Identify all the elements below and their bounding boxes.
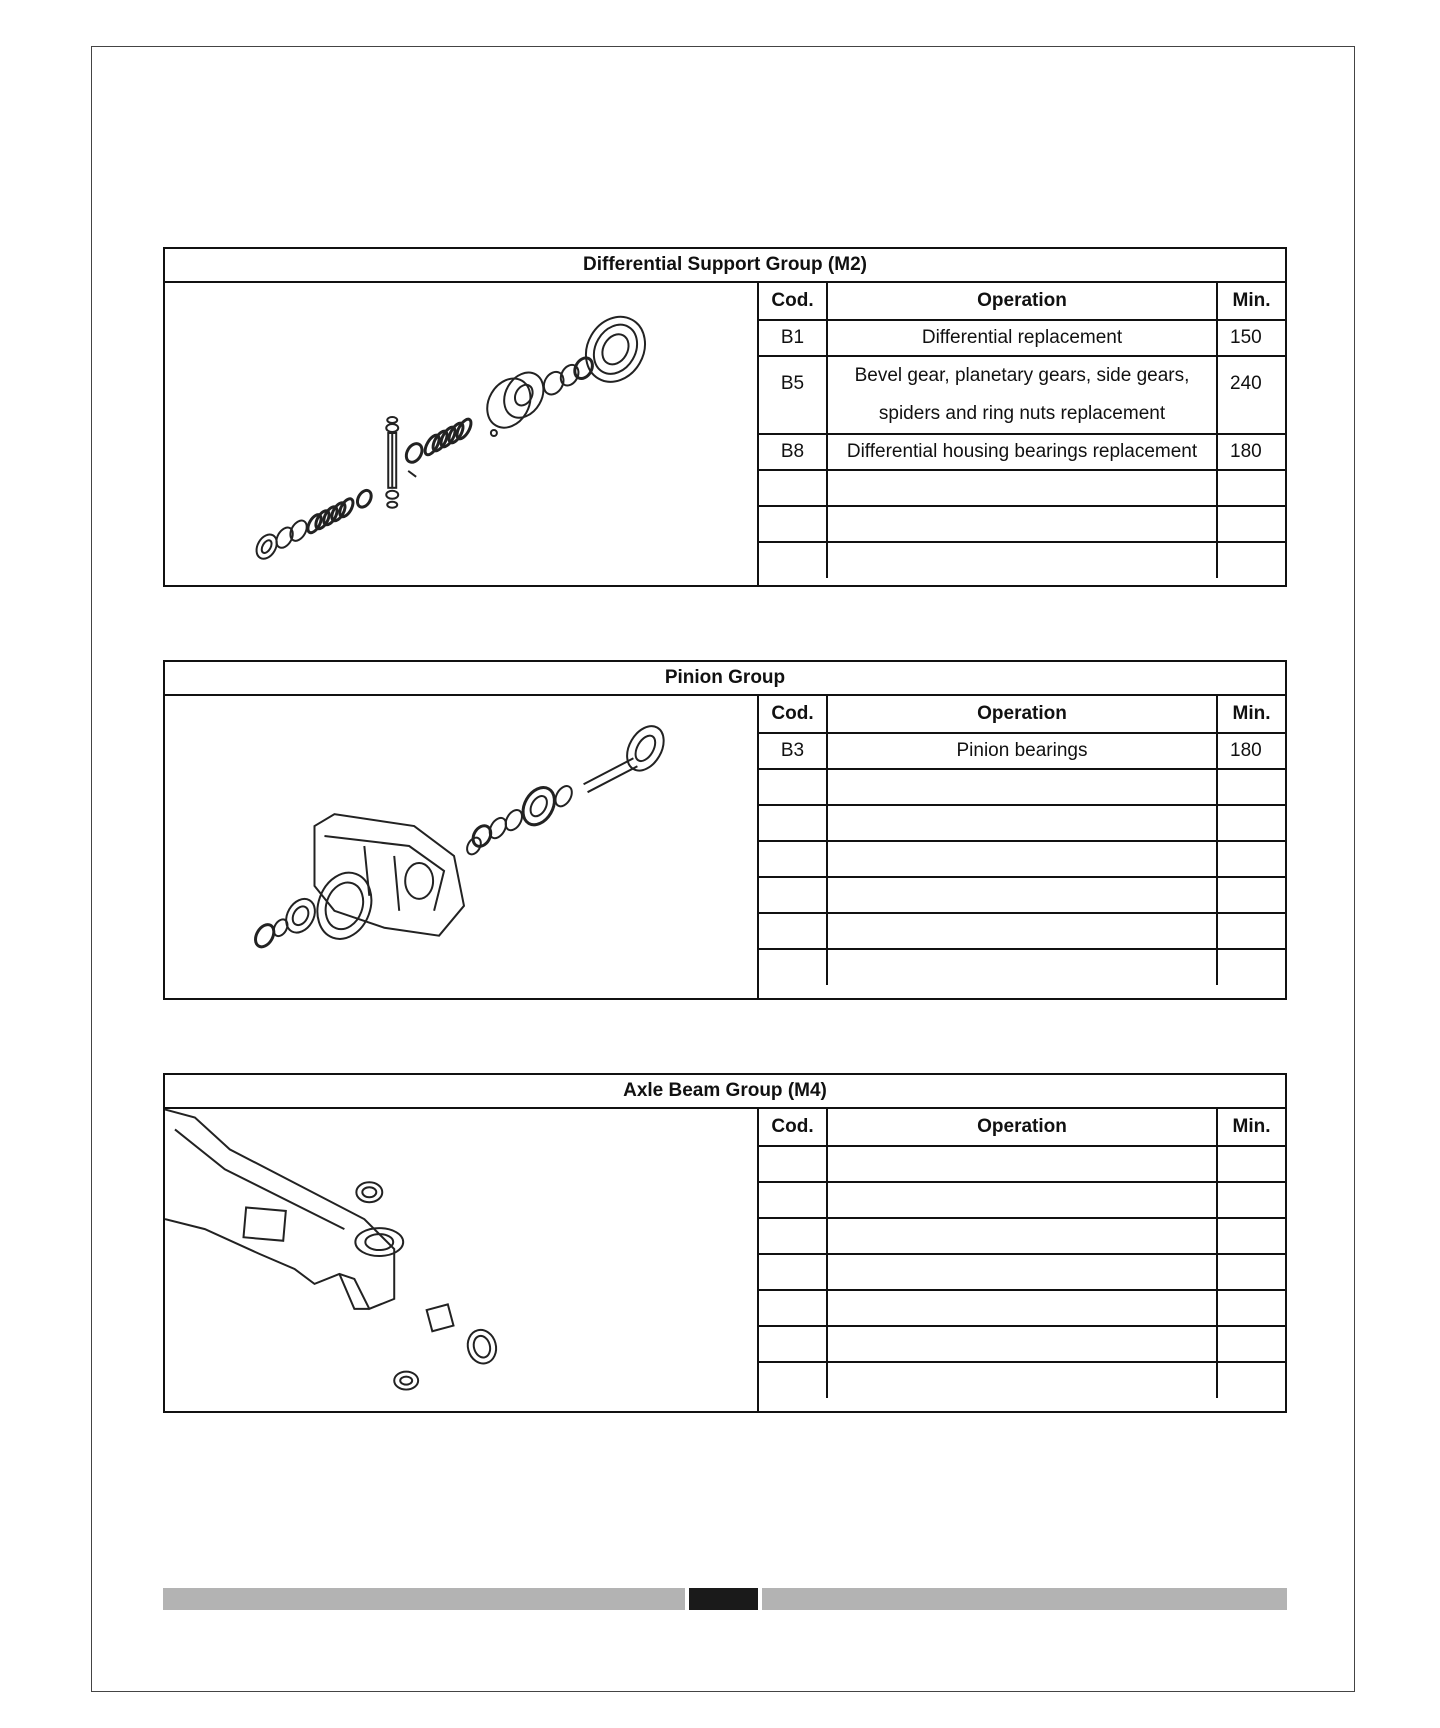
table-row (759, 1290, 1285, 1326)
table-row (759, 805, 1285, 841)
cell-cod (759, 913, 827, 949)
table-row (759, 506, 1285, 542)
cell-operation (827, 1146, 1217, 1182)
cell-cod: B3 (759, 733, 827, 769)
operations-table (759, 696, 1285, 985)
table-row (759, 320, 1285, 356)
column-header-min: Min. (1217, 283, 1285, 320)
axle-beam-group (163, 1073, 1287, 1413)
table-row (759, 1218, 1285, 1254)
cell-cod (759, 1362, 827, 1398)
cell-min (1217, 769, 1285, 805)
table-row (759, 733, 1285, 769)
cell-cod (759, 1218, 827, 1254)
table-row (759, 1326, 1285, 1362)
cell-min (1217, 841, 1285, 877)
operations-table (759, 283, 1285, 578)
axle-beam-illustration (165, 1109, 759, 1411)
cell-min (1217, 506, 1285, 542)
cell-operation (827, 805, 1217, 841)
cell-operation (827, 1362, 1217, 1398)
cell-operation (827, 1326, 1217, 1362)
cell-cod (759, 1326, 827, 1362)
cell-operation: Pinion bearings (827, 733, 1217, 769)
cell-cod (759, 506, 827, 542)
cell-cod (759, 1182, 827, 1218)
table-row (759, 1182, 1285, 1218)
cell-min (1217, 949, 1285, 985)
cell-min (1217, 1218, 1285, 1254)
cell-cod (759, 949, 827, 985)
axle-beam-parts-drawing (165, 1110, 500, 1390)
cell-operation (827, 506, 1217, 542)
column-header-cod: Cod. (759, 1109, 827, 1146)
group-title: Axle Beam Group (M4) (165, 1075, 1285, 1109)
table-row (759, 877, 1285, 913)
cell-cod (759, 1254, 827, 1290)
differential-parts-drawing (252, 306, 656, 562)
column-header-cod: Cod. (759, 283, 827, 320)
cell-operation (827, 1182, 1217, 1218)
cell-min (1217, 1362, 1285, 1398)
footer-bar-left (163, 1588, 685, 1610)
cell-min (1217, 542, 1285, 578)
column-header-min: Min. (1217, 1109, 1285, 1146)
cell-min (1217, 1290, 1285, 1326)
cell-cod: B5 (759, 356, 827, 434)
cell-operation: Differential housing bearings replacement (827, 434, 1217, 470)
cell-cod: B1 (759, 320, 827, 356)
cell-operation (827, 542, 1217, 578)
cell-operation (827, 949, 1217, 985)
cell-cod (759, 841, 827, 877)
table-row (759, 841, 1285, 877)
cell-operation (827, 841, 1217, 877)
table-row (759, 1362, 1285, 1398)
pinion-group (163, 660, 1287, 1000)
cell-cod (759, 877, 827, 913)
cell-cod (759, 1290, 827, 1326)
cell-operation (827, 1290, 1217, 1326)
table-row (759, 356, 1285, 434)
operations-table (759, 1109, 1285, 1398)
cell-cod (759, 542, 827, 578)
pinion-exploded-illustration (165, 696, 759, 998)
cell-cod (759, 769, 827, 805)
cell-min: 180 (1217, 434, 1285, 470)
cell-operation (827, 1218, 1217, 1254)
cell-operation: Differential replacement (827, 320, 1217, 356)
cell-operation (827, 1254, 1217, 1290)
table-row (759, 769, 1285, 805)
cell-operation (827, 769, 1217, 805)
cell-operation (827, 913, 1217, 949)
column-header-cod: Cod. (759, 696, 827, 733)
cell-min: 150 (1217, 320, 1285, 356)
cell-operation: Bevel gear, planetary gears, side gears, spiders and ring nuts replacement (827, 356, 1217, 434)
differential-support-group (163, 247, 1287, 587)
cell-cod (759, 470, 827, 506)
pinion-parts-drawing (252, 720, 671, 950)
cell-min (1217, 1326, 1285, 1362)
footer-bar-right (762, 1588, 1287, 1610)
cell-min (1217, 805, 1285, 841)
group-title: Pinion Group (165, 662, 1285, 696)
table-row (759, 913, 1285, 949)
cell-min (1217, 913, 1285, 949)
cell-min (1217, 877, 1285, 913)
table-row (759, 470, 1285, 506)
cell-min (1217, 470, 1285, 506)
cell-operation (827, 470, 1217, 506)
cell-cod (759, 1146, 827, 1182)
cell-min: 240 (1217, 356, 1285, 434)
cell-min (1217, 1254, 1285, 1290)
column-header-operation: Operation (827, 696, 1217, 733)
cell-cod: B8 (759, 434, 827, 470)
cell-min (1217, 1182, 1285, 1218)
column-header-min: Min. (1217, 696, 1285, 733)
column-header-operation: Operation (827, 283, 1217, 320)
group-title: Differential Support Group (M2) (165, 249, 1285, 283)
cell-min (1217, 1146, 1285, 1182)
cell-cod (759, 805, 827, 841)
cell-operation (827, 877, 1217, 913)
table-row (759, 949, 1285, 985)
differential-exploded-illustration (165, 283, 759, 585)
column-header-operation: Operation (827, 1109, 1217, 1146)
table-row (759, 1146, 1285, 1182)
table-row (759, 434, 1285, 470)
table-row (759, 1254, 1285, 1290)
table-row (759, 542, 1285, 578)
footer-page-marker (689, 1588, 758, 1610)
cell-min: 180 (1217, 733, 1285, 769)
